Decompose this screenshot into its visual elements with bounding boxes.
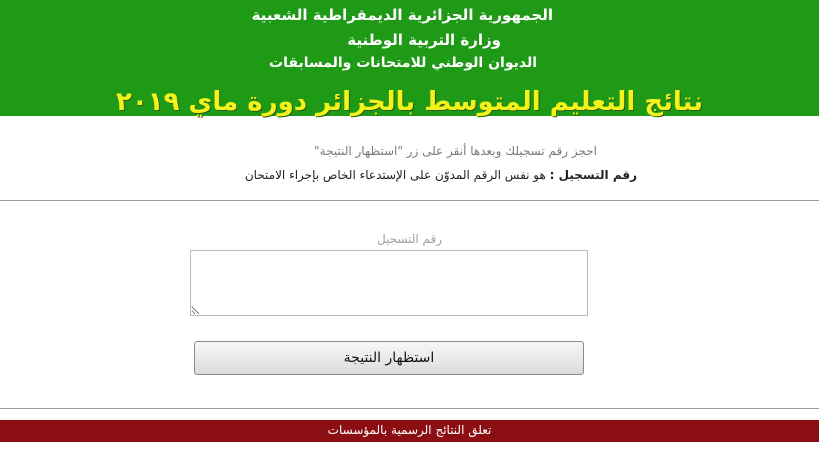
registration-note-text: هو نفس الرقم المدوّن على الإستدعاء الخاص بإجراء الامتحان (244, 168, 546, 182)
divider (0, 408, 819, 409)
registration-number-input[interactable] (190, 250, 588, 316)
header-ministry-line: وزارة التربية الوطنية (347, 31, 501, 49)
registration-note (245, 168, 637, 182)
header-banner (0, 0, 819, 90)
header-office-line: الديوان الوطني للامتحانات والمسابقات (269, 55, 537, 71)
instructions-text: احجز رقم تسجيلك وبعدها أنقر على زر "استظهار النتيجة" (314, 144, 597, 158)
divider (0, 200, 819, 201)
registration-note-label: رقم التسجيل : (549, 168, 637, 182)
page-title: نتائج التعليم المتوسط بالجزائر دورة ماي ٢٠١٩ (115, 87, 703, 117)
header-republic-line: الجمهورية الجزائرية الديمقراطية الشعبية (251, 6, 553, 24)
registration-field-label: رقم التسجيل (376, 232, 443, 246)
show-result-button[interactable]: استظهار النتيجة (194, 341, 584, 375)
footer-bar (0, 420, 819, 442)
title-bar (0, 87, 819, 117)
footer-text: تعلق النتائج الرسمية بالمؤسسات (327, 423, 492, 437)
